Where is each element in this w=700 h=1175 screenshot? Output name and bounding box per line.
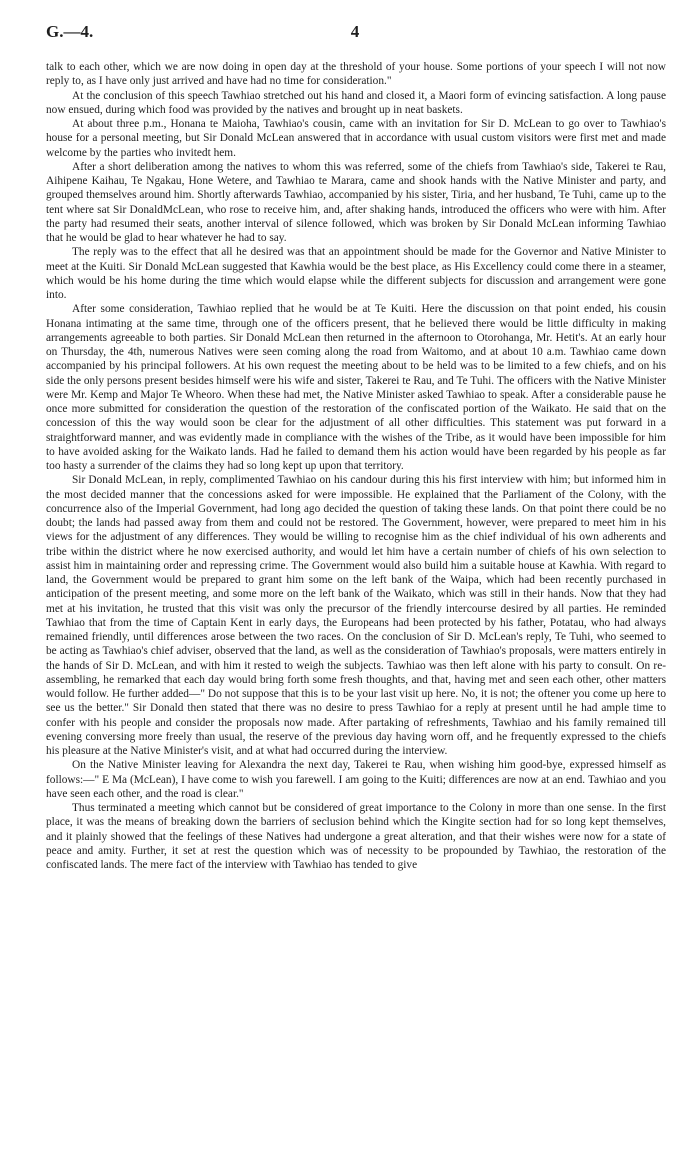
document-code: G.—4. [46, 22, 94, 41]
paragraph: Thus terminated a meeting which cannot but be considered of great importance to the Colony in more than one sense. In the first place, it was the means of breaking down the barriers of seclusion behind which the Kingite section had for so long kept themselves, and it plainly showed that the feelings of these Natives had undergone a great alteration, and that their wishes were now for a state of peace and amity. Further, it set at rest the question which was of necessity to be propounded by Tawhiao, the restoration of the confiscated lands. The mere fact of the interview with Tawhiao has tended to give [46, 802, 666, 871]
body-text [46, 60, 666, 872]
page-number: 4 [350, 22, 360, 41]
paragraph: After a short deliberation among the natives to whom this was referred, some of the chiefs from Tawhiao's side, Takerei te Rau, Aihipene Kaihau, Te Ngakau, Hone Wetere, and Tawhiao te Marara, came and shook hands with the Native Minister and party, and grouped themselves around him. Shortly afterwards Tawhiao, accompanied by his sister, Tiria, and her husband, Te Tuhi, came up to the tent where sat Sir DonaldMcLean, who rose to receive him, and, after shaking hands, introduced the officers who were with him. After the party had resumed their seats, another interval of silence followed, which was broken by Sir Donald McLean informing Tawhiao that he would be glad to hear whatever he had to say. [46, 160, 666, 244]
page-header [46, 22, 664, 48]
paragraph: At about three p.m., Honana te Maioha, Tawhiao's cousin, came with an invitation for Sir D. McLean to go over to Tawhiao's house for a personal meeting, but Sir Donald McLean answered that in accordance with usual custom visitors were first met and made welcome by the parties who invitedt hem. [46, 118, 666, 159]
paragraph: On the Native Minister leaving for Alexandra the next day, Takerei te Rau, when wishing him good-bye, expressed himself as follows:—" E Ma (McLean), I have come to wish you farewell. I am going to the Kuiti; differences are now at an end. Tawhiao and you have seen each other, and the road is clear." [46, 759, 666, 800]
paragraph: talk to each other, which we are now doing in open day at the threshold of your house. Some portions of your speech I will not now reply to, as I have only just arrived and have had no time for consideration." [46, 61, 666, 88]
paragraph: Sir Donald McLean, in reply, complimented Tawhiao on his candour during this his first interview with him; but informed him in the most decided manner that the concessions asked for were impossible. He explained that the Parliament of the Colony, with the concurrence also of the Imperial Government, had long ago decided the question of taking these lands. On that point there could be no doubt; the lands had passed away from them and could not be restored. The Government, however, were prepared to meet him in his views for the adjustment of any differences. They would be willing to recognise him as the chief individual of his own adherents and tribe within the district where he now exercised authority, and would let him have a certain number of chiefs of his own selection to assist him in maintaining order and repressing crime. The Government would also build him a suitable house at Kawhia. With regard to land, the Government would be prepared to grant him some on the left bank of the Waipa, which had been recently purchased in anticipation of the present meeting, and some more on the left bank of the Waikato, which was still in their hands. Now that they had met at his invitation, he trusted that this visit was only the precursor of the friendly intercourse desired by all parties. He reminded Tawhiao that from the time of Captain Kent in early days, the Europeans had been protected by his father, Potatau, who had always remained friendly, until differences arose between the two races. On the conclusion of Sir D. McLean's reply, Te Tuhi, who seemed to be acting as Tawhiao's chief adviser, observed that the land, as well as the consideration of Tawhiao's proposals, were matters entirely in the hands of Sir D. McLean, and with him it rested to weigh the subjects. Tawhiao was then left alone with his party to consult. On re-assembling, he remarked that each day would bring forth some fresh thoughts, and that, having met and seen each other, other matters would follow. He further added—" Do not suppose that this is to be your last visit up here. No, it is not; the oftener you come up here to see us the better." Sir Donald then stated that there was no desire to press Tawhiao for a reply at present until he had ample time to confer with his people and consider the proposals now made. After partaking of refreshments, Tawhiao and his family remained till evening conversing more freely than usual, the reserve of the previous day having worn off, and he frequently expressed to the chiefs his pleasure at the Native Minister's visit, and at what had occurred during the interview. [46, 474, 666, 757]
paragraph: At the conclusion of this speech Tawhiao stretched out his hand and closed it, a Maori form of evincing satisfaction. A long pause now ensued, during which food was provided by the natives and brought up in neat baskets. [46, 89, 666, 116]
paragraph: After some consideration, Tawhiao replied that he would be at Te Kuiti. Here the discussion on that point ended, his cousin Honana intimating at the same time, through one of the officers present, that he believed there would be little difficulty in making arrangements agreeable to both parties. Sir Donald McLean then returned in the afternoon to Otorohanga, Mr. Hetit's. At an early hour on Thursday, the 4th, numerous Natives were seen coming along the road from Waitomo, and at about 10 a.m. Tawhiao came down accompanied by his principal followers. At his own request the meeting about to be held was to be limited to a few chiefs, and on his side the only persons present besides himself were his wife and sister, Takerei te Rau, and Te Tuhi. The officers with the Native Minister were Mr. Kemp and Major Te Wheoro. When these had met, the Native Minister asked Tawhiao to speak. After a considerable pause he once more submitted for consideration the question of the restoration of the confiscated portion of the Waikato. He said that on the concession of this the way would soon be clear for the adjustment of all other difficulties. This statement was put forward in a straightforward manner, and was evidently made in compliance with the wishes of the Tribe, as it would have been impossible for him to have avoided asking for the Waikato lands. Had he failed to demand them his action would have been regarded by his people as far too hasty a surrender of the claims they had so long kept up upon that territory. [46, 303, 666, 472]
paragraph: The reply was to the effect that all he desired was that an appointment should be made for the Governor and Native Minister to meet at the Kuiti. Sir Donald McLean suggested that Kawhia would be the best place, as His Excellency could come there in a steamer, which would be his home during the time which would elapse while the different subjects for discussion and arrangement were gone into. [46, 246, 666, 301]
